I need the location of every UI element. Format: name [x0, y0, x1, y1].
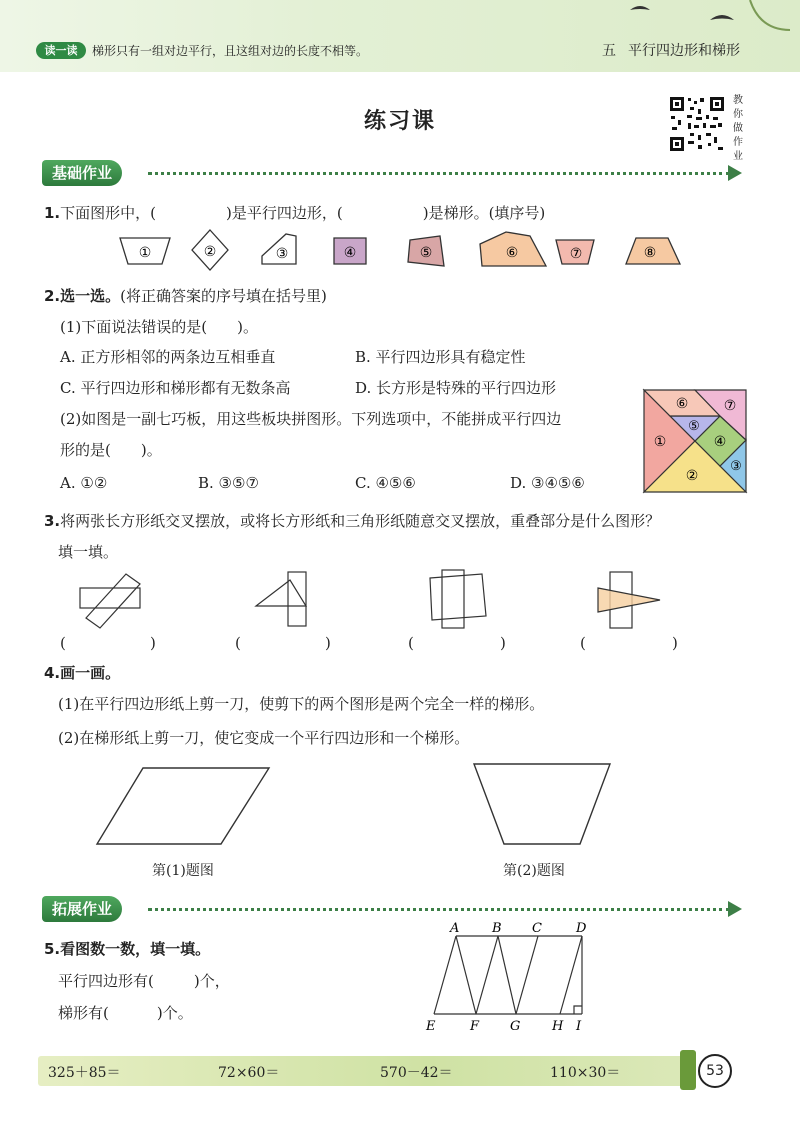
- qr-code-icon[interactable]: [668, 95, 726, 153]
- q4-caption-2: 第(2)题图: [503, 863, 565, 879]
- unit-title: 平行四边形和梯形: [628, 43, 740, 59]
- shape-label-8: ⑧: [643, 245, 657, 261]
- q2-sub2-line2: 形的是( )。: [60, 441, 162, 459]
- q3-blank-2-close: ): [325, 634, 331, 652]
- point-i: I: [576, 1019, 582, 1034]
- shape-label-2: ②: [203, 244, 217, 260]
- q2-sub2-option-d: D. ③④⑤⑥: [510, 474, 585, 492]
- q3-blank-4-close: ): [672, 634, 678, 652]
- arrow-right-icon: [728, 165, 742, 181]
- q3-blank-1-close: ): [150, 634, 156, 652]
- q2-option-c: C. 平行四边形和梯形都有无数条高: [60, 379, 291, 397]
- qr-label: 教 你 做 作 业: [733, 95, 743, 162]
- shape-label-4: ④: [343, 245, 357, 261]
- point-g: G: [510, 1019, 521, 1034]
- swallow-decoration-icon: [600, 0, 800, 40]
- shape-label-6: ⑥: [505, 245, 519, 261]
- calc-4: 110×30＝: [550, 1065, 621, 1081]
- q5-figure: [420, 922, 600, 1036]
- q3-blank-2-open[interactable]: (: [235, 634, 241, 652]
- q2-sub2-option-b: B. ③⑤⑦: [198, 474, 259, 492]
- arrow-right-icon: [728, 901, 742, 917]
- tangram-label-6: ⑥: [675, 396, 689, 412]
- calc-3: 570－42＝: [380, 1065, 453, 1081]
- q3-figure-1: [80, 574, 140, 628]
- calc-1: 325＋85＝: [48, 1065, 121, 1081]
- point-f: F: [470, 1019, 480, 1034]
- tangram-label-2: ②: [685, 468, 699, 484]
- tangram-label-7: ⑦: [723, 398, 737, 414]
- q5-line2: 梯形有( )个。: [58, 1004, 193, 1022]
- q3-blank-1-open[interactable]: (: [60, 634, 66, 652]
- point-b: B: [492, 922, 502, 936]
- q3-figure-3: [430, 570, 486, 628]
- point-a: A: [450, 922, 460, 936]
- shape-label-5: ⑤: [419, 245, 433, 261]
- q1-shapes: [110, 226, 710, 272]
- page-tab: [680, 1050, 696, 1090]
- q2-option-d: D. 长方形是特殊的平行四边形: [355, 379, 557, 397]
- q2-sub2-option-c: C. ④⑤⑥: [355, 474, 416, 492]
- tangram-label-5: ⑤: [688, 419, 700, 434]
- shape-label-1: ①: [138, 245, 152, 261]
- tangram-label-3: ③: [730, 459, 742, 474]
- q3-figure-4: [598, 572, 660, 628]
- shape-label-7: ⑦: [569, 246, 583, 262]
- q3-text: 3.将两张长方形纸交叉摆放，或将长方形纸和三角形纸随意交叉摆放，重叠部分是什么图形？: [44, 512, 661, 530]
- q3-blank-4-open[interactable]: (: [580, 634, 586, 652]
- q4-trapezoid-figure[interactable]: [470, 760, 614, 848]
- q3-text2: 填一填。: [58, 543, 119, 561]
- tangram-label-1: ①: [653, 434, 667, 450]
- tangram-figure: [642, 388, 748, 494]
- tangram-label-4: ④: [713, 434, 727, 450]
- page-title: 练习课: [363, 109, 436, 134]
- point-d: D: [576, 922, 587, 936]
- header-banner: [0, 0, 800, 72]
- q2-heading: 2.选一选。(将正确答案的序号填在括号里): [44, 287, 327, 305]
- section-extend-badge: 拓展作业: [42, 896, 122, 922]
- tip-badge: 读一读: [36, 42, 86, 59]
- q1-text: 1.下面图形中，( )是平行四边形，( )是梯形。(填序号): [44, 204, 546, 222]
- q4-parallelogram-figure[interactable]: [95, 764, 275, 848]
- q3-blank-3-open[interactable]: (: [408, 634, 414, 652]
- q2-sub2-line1: (2)如图是一副七巧板，用这些板块拼图形。下列选项中，不能拼成平行四边: [60, 410, 562, 428]
- point-h: H: [552, 1019, 564, 1034]
- q2-sub2-option-a: A. ①②: [60, 474, 108, 492]
- section-divider: [148, 172, 730, 175]
- shape-label-3: ③: [275, 246, 289, 262]
- q5-line1: 平行四边形有( )个，: [58, 972, 230, 990]
- q2-option-a: A. 正方形相邻的两条边互相垂直: [60, 348, 276, 366]
- q3-figure-2: [256, 572, 306, 626]
- q2-sub1: (1)下面说法错误的是( )。: [60, 318, 258, 336]
- section-divider-2: [148, 908, 730, 911]
- unit-number: 五: [602, 43, 616, 59]
- q4-sub1: (1)在平行四边形纸上剪一刀，使剪下的两个图形是两个完全一样的梯形。: [58, 695, 545, 713]
- q2-option-b: B. 平行四边形具有稳定性: [355, 348, 526, 366]
- section-basic-badge: 基础作业: [42, 160, 122, 186]
- q4-heading: 4.画一画。: [44, 664, 121, 682]
- q3-blank-3-close: ): [500, 634, 506, 652]
- q5-heading: 5.看图数一数，填一填。: [44, 940, 211, 958]
- q4-caption-1: 第(1)题图: [152, 863, 214, 879]
- point-e: E: [426, 1019, 436, 1034]
- q4-sub2: (2)在梯形纸上剪一刀，使它变成一个平行四边形和一个梯形。: [58, 729, 470, 747]
- calc-2: 72×60＝: [218, 1065, 280, 1081]
- point-c: C: [532, 922, 542, 936]
- tip-text: 梯形只有一组对边平行，且这组对边的长度不相等。: [92, 44, 369, 58]
- q3-figures: [60, 566, 700, 632]
- page-number: 53: [698, 1054, 732, 1088]
